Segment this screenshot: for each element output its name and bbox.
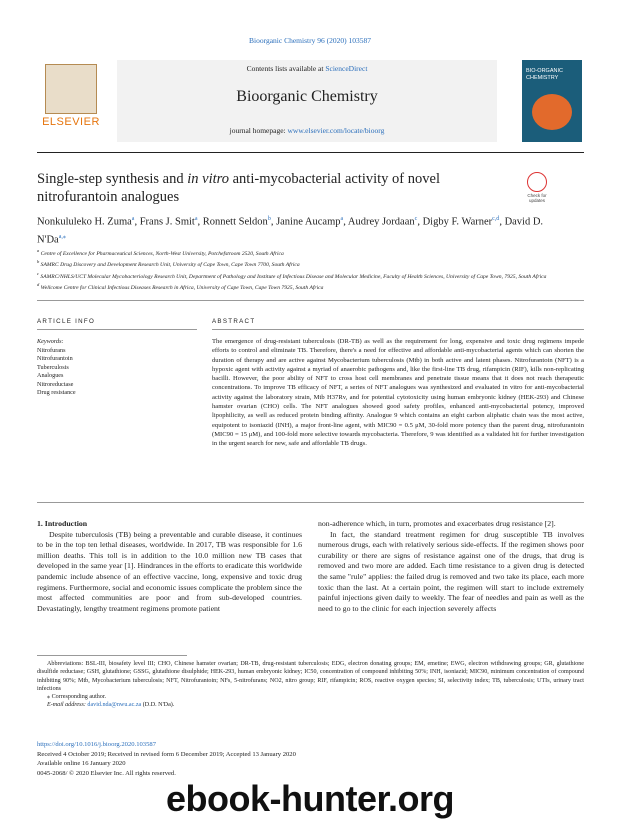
author-name[interactable]: Nonkululeko H. Zuma: [37, 216, 132, 228]
corresponding-author-note: ⁎ Corresponding author.: [47, 694, 107, 701]
doi-link[interactable]: https://doi.org/10.1016/j.bioorg.2020.103587: [37, 741, 156, 748]
affiliation-text: Centre of Excellence for Pharmaceutical Sciences, North-West University, Potchefstroom 2520, South Africa: [39, 250, 284, 257]
article-info-heading: ARTICLE INFO: [37, 318, 96, 325]
keyword: Nitroreductase: [37, 380, 74, 388]
body-right-column: [318, 519, 584, 614]
footnote-rule: [37, 655, 187, 656]
abstract-heading: ABSTRACT: [212, 318, 256, 325]
header-divider: [37, 152, 584, 153]
affiliation: [37, 281, 584, 292]
affiliation-divider: [37, 300, 584, 301]
intro-paragraph-2: In fact, the standard treatment regimen for drug susceptible TB involves numerous drugs, each with relatively serious side-effects. If the regimen shows poor curability or there are signs of resistance against one of the drugs, that drug is removed and two more are added. Each time resistance to a given drug is detected the same "rule" applies: the failed drug is removed and two take its place, each more toxic than the last. At a certain point, the regimen will start to include extremely painful injections given daily to weekly. The fear of needles and pain as well as the need to go to the clinic for each injection severely affects: [318, 529, 584, 613]
abstract-text: The emergence of drug-resistant tuberculosis (DR-TB) as well as the requirement for long, expensive and toxic drug regimens impede efforts to control and eliminate TB. Therefore, there's a need for effective and affordable anti-mycobacterial agents which can shorten the duration of therapy and are active against Mycobacterium tuberculosis (Mtb) in both active and latent phases. Nitrofurantoin (NFT) is a hypoxic agent with activity against a myriad of anaerobic pathogens and, like the first-line TB drug, rifampicin (RIF), kills non-replicating bacilli. However, the poor ability of NFT to cross host cell membranes and penetrate tissue means that it does not reach therapeutic concentrations. To improve TB efficacy of NFT, a series of NFT analogues was synthesized and evaluated in vitro for anti-mycobacterial activity against the laboratory strain, Mtb H37Rv, and for potential cytotoxicity using human embryonic kidney (HEK-293) and Chinese hamster ovarian (CHO) cells. The NFT analogues showed good safety profiles, enhanced anti-mycobacterial potency, improved lipophilicity, as well as reduced protein binding affinity. Analogue 9 which contains an eight carbon aliphatic chain was the most active, equipotent to isoniazid (INH), a major front-line agent, with MIC90 = 0.5 μM, 30-fold more potency than the parent drug, nitrofurantoin (MIC90 = 15 μM), and 100-fold more selective towards mycobacteria. Therefore, 9 was identified as a validated hit for further investigation in the urgent search for new, safe and affordable TB drugs.: [212, 338, 584, 448]
check-for-updates-label: Check for updates: [527, 193, 547, 203]
homepage-prefix: journal homepage:: [229, 126, 288, 135]
journal-reference[interactable]: Bioorganic Chemistry 96 (2020) 103587: [249, 36, 371, 45]
author-name[interactable]: David D. N'Da: [37, 216, 544, 245]
available-online: Available online 16 January 2020: [37, 760, 126, 767]
keyword: Drug resistance: [37, 389, 76, 396]
abbreviations-footnote: Abbreviations: BSL-III, biosafety level III; CHO, Chinese hamster ovarian; DR-TB, drug-resistant tuberculosis; EDG, electron donating groups; EM, emetine; EWG, electron withdrawing groups; GR, glutathione disulfide reductase; GSH, glutathione; GSSG, glutathione disulphide; HEK-293, human embryonic kidney; IC50, concentration of compound inhibiting 50%; INH, isoniazid; MIC90, minimum concentration of compound inhibiting 90%; Mtb, Mycobacterium tuberculosis; NFT, Nitrofurantoin; NFs, 5-nitrofurans; NO2, nitro group; RIF, rifampicin; ROS, reactive oxygen species; SI, selectivity index; TB, tuberculosis; UTIs, urinary tract infections: [37, 661, 584, 692]
affiliation-text: SAMRC/NHLS/UCT Molecular Mycobacteriology Research Unit, Department of Pathology and Institute of Infectious Disease and Molecular Medicine, Faculty of Health Sciences, University of Cape Town, 7925, South Africa: [39, 273, 547, 280]
author-list: Nonkululeko H. Zuma$^a$, Frans J. Smit$^a$, Ronnett Seldon$^b$, Janine Aucamp$^a$, Audrey Jordaan$^c$, Digby F. Warner$^{c,d}$, David D. $N'Da^{a,⁎}$: [37, 216, 544, 245]
affiliation-marker: a: [37, 248, 40, 253]
author-affiliation-marker[interactable]: c,d: [492, 216, 500, 222]
journal-banner: [117, 60, 497, 142]
author-affiliation-marker[interactable]: a: [131, 216, 135, 222]
body-divider: [37, 502, 584, 503]
affiliation: [37, 258, 584, 269]
author-affiliation-marker[interactable]: a: [340, 216, 344, 222]
email-line: E-mail address: david.nda@nwu.ac.za (D.D. N'Da).: [47, 702, 175, 709]
author-name[interactable]: Audrey Jordaan: [347, 216, 415, 228]
abstract-rule: [212, 329, 584, 330]
homepage-line: [117, 126, 497, 135]
check-for-updates-button[interactable]: [521, 172, 553, 203]
author-name[interactable]: Janine Aucamp: [276, 216, 341, 228]
cover-art: [532, 94, 572, 130]
affiliation-marker: b: [37, 259, 40, 265]
copyright-line: 0045-2068/ © 2020 Elsevier Inc. All rights reserved.: [37, 769, 176, 777]
intro-paragraph-continued: non-adherence which, in turn, promotes and exacerbates drug resistance [2].: [318, 519, 556, 528]
article-info-rule: [37, 329, 197, 330]
introduction-heading: 1. Introduction: [37, 519, 88, 528]
keywords-block: [37, 338, 177, 398]
elsevier-wordmark: ELSEVIER: [42, 116, 100, 128]
body-left-column: [37, 519, 302, 614]
contents-line: [117, 64, 497, 73]
author-affiliation-marker[interactable]: a,⁎: [58, 233, 66, 240]
affiliation-text: Wellcome Centre for Clinical Infectious Diseases Research in Africa, University of Cape Town, Cape Town 7925, South Africa: [39, 284, 324, 291]
keyword: Tuberculosis: [37, 363, 69, 371]
article-title: Single-step synthesis and in vitro anti-mycobacterial activity of novel nitrofurantoin analogues: [37, 171, 440, 205]
author-name[interactable]: Digby F. Warner: [422, 216, 493, 228]
elsevier-logo: [37, 64, 105, 136]
publication-info: [37, 740, 437, 778]
elsevier-tree-icon: [45, 64, 97, 114]
masthead: [37, 60, 584, 142]
affiliation: [37, 270, 584, 281]
journal-cover-image: [522, 60, 582, 142]
affiliation: [37, 247, 584, 258]
affiliation-marker: d: [37, 282, 40, 288]
affiliation-marker: c: [37, 270, 39, 276]
affiliation-list: [37, 247, 584, 292]
watermark: ebook-hunter.org: [166, 778, 454, 819]
journal-name: Bioorganic Chemistry: [236, 88, 378, 105]
author-affiliation-marker[interactable]: a: [194, 216, 198, 222]
check-for-updates-icon: [527, 172, 547, 192]
keyword: Analogues: [37, 372, 64, 379]
affiliation-text: SAMRC Drug Discovery and Development Research Unit, University of Cape Town, Cape Town 7700, South Africa: [39, 262, 300, 269]
keyword: Nitrofurantoin: [37, 355, 73, 362]
sciencedirect-link[interactable]: ScienceDirect: [325, 64, 368, 73]
email-link[interactable]: david.nda@nwu.ac.za: [87, 702, 142, 709]
author-name[interactable]: Ronnett Seldon: [202, 216, 268, 228]
keywords-label: Keywords:: [37, 338, 64, 345]
footnotes: [37, 660, 584, 710]
received-dates: Received 4 October 2019; Received in revised form 6 December 2019; Accepted 13 January 2020: [37, 750, 296, 758]
homepage-link[interactable]: www.elsevier.com/locate/bioorg: [287, 126, 385, 135]
author-affiliation-marker[interactable]: b: [267, 216, 271, 222]
author-name[interactable]: Frans J. Smit: [139, 216, 195, 228]
intro-paragraph-1: Despite tuberculosis (TB) being a preventable and curable disease, it continues to be in the top ten lethal diseases, worldwide. In 2017, TB was responsible for 1.6 million deaths. This toll is in addition to the 10.0 million new TB cases that developed in the same year [1]. Hindrances in the efforts to eradicate this worldwide pandemic include absence of an effective vaccine, long, expensive and toxic drug regimens. Furthermore, social and economic issues complicate the problem since the most affected communities are poor and from sub-developed countries. Devastatingly, lengthy treatment regimens promote patient: [37, 529, 302, 613]
keyword: Nitrofurans: [37, 346, 66, 354]
author-affiliation-marker[interactable]: c: [414, 216, 418, 222]
cover-title: BIO-ORGANIC CHEMISTRY: [526, 68, 563, 81]
contents-prefix: Contents lists available at: [246, 64, 326, 73]
